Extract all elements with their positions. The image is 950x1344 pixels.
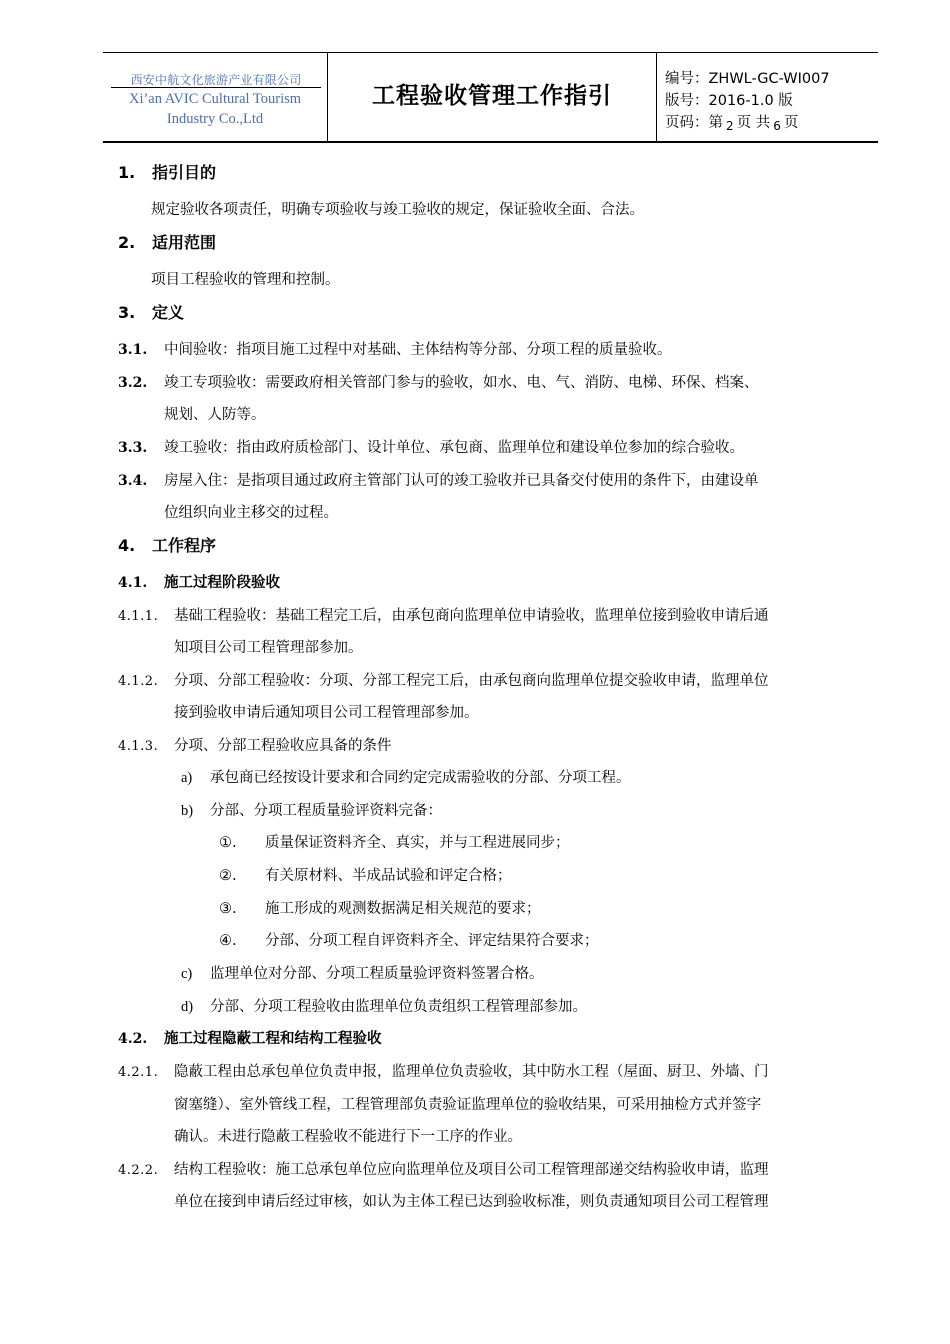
doc-code-value: ZHWL-GC-WI007 <box>708 71 830 87</box>
page-prefix: 页码：第 <box>665 115 723 131</box>
condition-item <box>181 766 631 787</box>
requirement-text: 分部、分项工程自评资料齐全、评定结果符合要求； <box>265 933 599 949</box>
item-text: 竣工专项验收：需要政府相关管部门参与的验收，如水、电、气、消防、电梯、环保、档案、 <box>164 375 759 391</box>
clause-text-continued: 接到验收申请后通知项目公司工程管理部参加。 <box>174 705 479 721</box>
clause-text: 分项、分部工程验收：分项、分部工程完工后，由承包商向监理单位提交验收申请，监理单位 <box>174 673 769 689</box>
condition-text: 承包商已经按设计要求和合同约定完成需验收的分部、分项工程。 <box>210 770 631 786</box>
page-number <box>665 111 798 132</box>
item-text: 房屋入住：是指项目通过政府主管部门认可的竣工验收并已具备交付使用的条件下，由建设单 <box>164 473 759 489</box>
condition-letter: b) <box>181 803 194 819</box>
section-title: 工作程序 <box>152 536 217 555</box>
clause-item <box>118 1158 769 1179</box>
condition-letter: c) <box>181 966 193 982</box>
item-number: 3.2. <box>118 375 148 391</box>
clause-text-continued: 窗塞缝）、室外管线工程，工程管理部负责验证监理单位的验收结果，可采用抽检方式并签字 <box>174 1097 762 1113</box>
item-text-continued: 规划、人防等。 <box>164 407 266 423</box>
title-cell <box>328 53 657 141</box>
requirement-number: ①. <box>219 835 237 851</box>
requirement-item <box>219 897 541 918</box>
document-header <box>103 52 878 143</box>
clause-text: 结构工程验收：施工总承包单位应向监理单位及项目公司工程管理部递交结构验收申请，监理 <box>174 1162 769 1178</box>
company-name-en-line2: Industry Co.,Ltd <box>166 111 264 127</box>
clause-text-continued: 单位在接到申请后经过审核，如认为主体工程已达到验收标准，则负责通知项目公司工程管理 <box>174 1194 769 1210</box>
item-text: 中间验收：指项目施工过程中对基础、主体结构等分部、分项工程的质量验收。 <box>164 342 672 358</box>
section-2-heading <box>118 230 216 253</box>
clause-item <box>118 1060 769 1081</box>
clause-number: 4.1.2. <box>118 674 159 689</box>
doc-version-label: 版号： <box>665 93 709 109</box>
requirement-item <box>219 864 512 885</box>
meta-cell <box>657 53 878 141</box>
subsection-title: 施工过程阶段验收 <box>164 574 280 591</box>
subsection-title: 施工过程隐蔽工程和结构工程验收 <box>164 1030 382 1047</box>
subsection-4-1-heading <box>118 571 280 592</box>
doc-version-value: 2016-1.0 版 <box>708 93 793 109</box>
company-cell <box>103 53 328 141</box>
condition-item <box>181 995 587 1016</box>
section-title: 指引目的 <box>152 163 217 182</box>
item-number: 3.1. <box>118 342 148 358</box>
doc-code-label: 编号： <box>665 71 709 87</box>
section-number: 3. <box>118 303 136 322</box>
clause-text-continued: 知项目公司工程管理部参加。 <box>174 640 363 656</box>
section-4-heading <box>118 533 216 556</box>
clause-item <box>118 604 769 625</box>
doc-version <box>665 89 793 110</box>
clause-text: 基础工程验收：基础工程完工后，由承包商向监理单位申请验收，监理单位接到验收申请后通 <box>174 608 769 624</box>
company-name-en-line1: Xi’an AVIC Cultural Tourism <box>128 91 302 107</box>
requirement-number: ③. <box>219 901 237 917</box>
section-number: 1. <box>118 163 136 182</box>
section-title: 定义 <box>152 303 185 322</box>
clause-item <box>118 734 392 755</box>
item-number: 3.4. <box>118 473 148 489</box>
document-title: 工程验收管理工作指引 <box>372 83 612 109</box>
section-title: 适用范围 <box>152 233 217 252</box>
clause-text: 分项、分部工程验收应具备的条件 <box>174 738 392 754</box>
section-1-body: 规定验收各项责任，明确专项验收与竣工验收的规定，保证验收全面、合法。 <box>151 202 644 218</box>
clause-number: 4.2.1. <box>118 1065 159 1080</box>
requirement-number: ④. <box>219 933 237 949</box>
requirement-item <box>219 831 570 852</box>
doc-code <box>665 67 830 88</box>
definition-item <box>118 436 744 457</box>
definition-item <box>118 371 759 392</box>
condition-letter: d) <box>181 999 194 1015</box>
section-number: 2. <box>118 233 136 252</box>
section-1-heading <box>118 160 216 183</box>
company-name-cn: 西安中航文化旅游产业有限公司 <box>130 73 302 87</box>
subsection-4-2-heading <box>118 1027 382 1048</box>
clause-text-continued: 确认。未进行隐蔽工程验收不能进行下一工序的作业。 <box>174 1129 522 1145</box>
clause-number: 4.2.2. <box>118 1163 159 1178</box>
company-underline <box>111 87 321 88</box>
page-total: 6 <box>773 119 781 133</box>
subsection-number: 4.2. <box>118 1031 148 1047</box>
page-current: 2 <box>726 119 734 133</box>
condition-text: 监理单位对分部、分项工程质量验评资料签署合格。 <box>210 966 544 982</box>
requirement-item <box>219 929 599 950</box>
requirement-number: ②. <box>219 868 237 884</box>
section-3-heading <box>118 300 184 323</box>
requirement-text: 有关原材料、半成品试验和评定合格； <box>265 868 512 884</box>
condition-text: 分部、分项工程质量验评资料完备： <box>210 803 442 819</box>
clause-number: 4.1.3. <box>118 739 159 754</box>
requirement-text: 施工形成的观测数据满足相关规范的要求； <box>265 901 541 917</box>
condition-item <box>181 962 544 983</box>
definition-item <box>118 338 672 359</box>
condition-text: 分部、分项工程验收由监理单位负责组织工程管理部参加。 <box>210 999 587 1015</box>
condition-letter: a) <box>181 770 193 786</box>
requirement-text: 质量保证资料齐全、真实，并与工程进展同步； <box>265 835 570 851</box>
page-suffix: 页 <box>783 115 799 131</box>
subsection-number: 4.1. <box>118 575 148 591</box>
clause-text: 隐蔽工程由总承包单位负责申报，监理单位负责验收，其中防水工程（屋面、厨卫、外墙、门 <box>174 1064 769 1080</box>
item-number: 3.3. <box>118 440 148 456</box>
clause-number: 4.1.1. <box>118 609 159 624</box>
section-2-body: 项目工程验收的管理和控制。 <box>151 272 340 288</box>
clause-item <box>118 669 769 690</box>
item-text-continued: 位组织向业主移交的过程。 <box>164 505 338 521</box>
condition-item <box>181 799 442 820</box>
definition-item <box>118 469 759 490</box>
page-mid: 页 共 <box>736 115 771 131</box>
item-text: 竣工验收：指由政府质检部门、设计单位、承包商、监理单位和建设单位参加的综合验收。 <box>164 440 744 456</box>
section-number: 4. <box>118 536 136 555</box>
